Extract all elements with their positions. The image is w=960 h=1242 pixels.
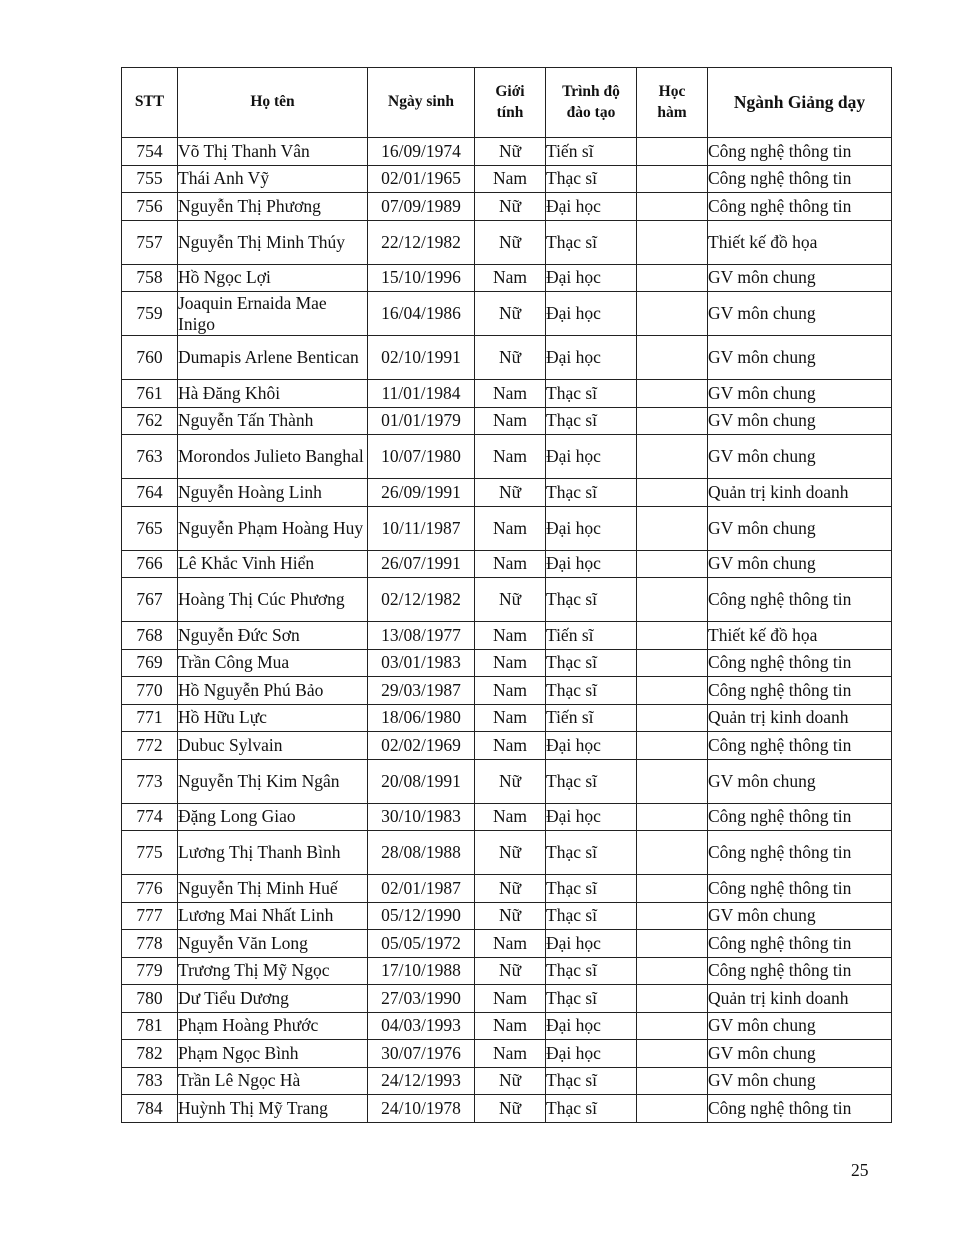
cell-gender: Nam bbox=[475, 506, 546, 550]
cell-academic-title bbox=[637, 336, 708, 380]
cell-major: Công nghệ thông tin bbox=[708, 803, 892, 831]
cell-gender: Nữ bbox=[475, 902, 546, 930]
cell-name: Nguyễn Thị Minh Thúy bbox=[178, 220, 368, 264]
cell-gender: Nam bbox=[475, 930, 546, 958]
cell-stt: 774 bbox=[122, 803, 178, 831]
cell-degree: Đại học bbox=[546, 193, 637, 221]
cell-name: Hồ Ngọc Lợi bbox=[178, 264, 368, 292]
cell-major: GV môn chung bbox=[708, 550, 892, 578]
cell-gender: Nam bbox=[475, 1012, 546, 1040]
cell-dob: 03/01/1983 bbox=[368, 649, 475, 677]
cell-gender: Nam bbox=[475, 704, 546, 732]
table-row bbox=[122, 704, 892, 732]
cell-dob: 24/12/1993 bbox=[368, 1067, 475, 1095]
cell-major: GV môn chung bbox=[708, 759, 892, 803]
cell-academic-title bbox=[637, 138, 708, 166]
cell-name: Trương Thị Mỹ Ngọc bbox=[178, 957, 368, 985]
cell-academic-title bbox=[637, 479, 708, 507]
cell-academic-title bbox=[637, 831, 708, 875]
cell-degree: Thạc sĩ bbox=[546, 831, 637, 875]
cell-degree: Đại học bbox=[546, 264, 637, 292]
cell-gender: Nam bbox=[475, 677, 546, 705]
cell-dob: 05/12/1990 bbox=[368, 902, 475, 930]
cell-academic-title bbox=[637, 985, 708, 1013]
cell-academic-title bbox=[637, 407, 708, 435]
cell-major: Công nghệ thông tin bbox=[708, 875, 892, 903]
cell-dob: 02/01/1965 bbox=[368, 165, 475, 193]
cell-stt: 755 bbox=[122, 165, 178, 193]
cell-academic-title bbox=[637, 677, 708, 705]
header-stt-label: STT bbox=[134, 93, 165, 111]
cell-dob: 10/07/1980 bbox=[368, 435, 475, 479]
cell-academic-title bbox=[637, 1095, 708, 1123]
cell-academic-title bbox=[637, 1067, 708, 1095]
table-row bbox=[122, 985, 892, 1013]
cell-academic-title bbox=[637, 292, 708, 336]
cell-dob: 29/03/1987 bbox=[368, 677, 475, 705]
cell-degree: Thạc sĩ bbox=[546, 985, 637, 1013]
header-academic-title bbox=[637, 68, 708, 138]
cell-degree: Thạc sĩ bbox=[546, 649, 637, 677]
cell-stt: 761 bbox=[122, 380, 178, 408]
cell-name: Dư Tiểu Dương bbox=[178, 985, 368, 1013]
cell-academic-title bbox=[637, 902, 708, 930]
table-row bbox=[122, 380, 892, 408]
cell-major: Công nghệ thông tin bbox=[708, 831, 892, 875]
cell-dob: 02/02/1969 bbox=[368, 732, 475, 760]
table-row bbox=[122, 165, 892, 193]
cell-degree: Tiến sĩ bbox=[546, 138, 637, 166]
cell-stt: 756 bbox=[122, 193, 178, 221]
cell-degree: Thạc sĩ bbox=[546, 902, 637, 930]
cell-dob: 17/10/1988 bbox=[368, 957, 475, 985]
cell-academic-title bbox=[637, 193, 708, 221]
cell-stt: 775 bbox=[122, 831, 178, 875]
cell-stt: 772 bbox=[122, 732, 178, 760]
cell-stt: 754 bbox=[122, 138, 178, 166]
cell-name: Phạm Hoàng Phước bbox=[178, 1012, 368, 1040]
cell-name: Nguyễn Thị Phương bbox=[178, 193, 368, 221]
cell-degree: Thạc sĩ bbox=[546, 220, 637, 264]
cell-stt: 783 bbox=[122, 1067, 178, 1095]
table-row bbox=[122, 193, 892, 221]
cell-name: Thái Anh Vỹ bbox=[178, 165, 368, 193]
header-row bbox=[122, 68, 892, 138]
cell-major: GV môn chung bbox=[708, 407, 892, 435]
table-row bbox=[122, 220, 892, 264]
table-row bbox=[122, 902, 892, 930]
cell-stt: 784 bbox=[122, 1095, 178, 1123]
table-row bbox=[122, 930, 892, 958]
cell-dob: 02/10/1991 bbox=[368, 336, 475, 380]
cell-name: Dumapis Arlene Bentican bbox=[178, 336, 368, 380]
cell-name: Nguyễn Đức Sơn bbox=[178, 622, 368, 650]
cell-academic-title bbox=[637, 649, 708, 677]
cell-dob: 15/10/1996 bbox=[368, 264, 475, 292]
cell-gender: Nữ bbox=[475, 759, 546, 803]
cell-name: Lê Khắc Vinh Hiển bbox=[178, 550, 368, 578]
cell-gender: Nữ bbox=[475, 479, 546, 507]
header-title-line2: hàm bbox=[657, 103, 687, 121]
cell-academic-title bbox=[637, 435, 708, 479]
cell-degree: Thạc sĩ bbox=[546, 407, 637, 435]
cell-dob: 22/12/1982 bbox=[368, 220, 475, 264]
cell-name: Hà Đăng Khôi bbox=[178, 380, 368, 408]
header-degree-line2: đào tạo bbox=[566, 103, 616, 121]
cell-gender: Nam bbox=[475, 435, 546, 479]
cell-academic-title bbox=[637, 1040, 708, 1068]
header-name-label: Họ tên bbox=[250, 93, 295, 111]
cell-dob: 02/12/1982 bbox=[368, 578, 475, 622]
cell-academic-title bbox=[637, 578, 708, 622]
cell-academic-title bbox=[637, 220, 708, 264]
cell-name: Huỳnh Thị Mỹ Trang bbox=[178, 1095, 368, 1123]
cell-dob: 26/07/1991 bbox=[368, 550, 475, 578]
cell-dob: 24/10/1978 bbox=[368, 1095, 475, 1123]
table-row bbox=[122, 1095, 892, 1123]
cell-degree: Đại học bbox=[546, 1012, 637, 1040]
cell-dob: 07/09/1989 bbox=[368, 193, 475, 221]
cell-gender: Nữ bbox=[475, 875, 546, 903]
table-body bbox=[122, 138, 892, 1123]
cell-gender: Nữ bbox=[475, 1067, 546, 1095]
cell-dob: 16/09/1974 bbox=[368, 138, 475, 166]
cell-stt: 771 bbox=[122, 704, 178, 732]
cell-degree: Đại học bbox=[546, 1040, 637, 1068]
cell-stt: 764 bbox=[122, 479, 178, 507]
cell-stt: 776 bbox=[122, 875, 178, 903]
cell-major: Thiết kế đồ họa bbox=[708, 220, 892, 264]
cell-dob: 10/11/1987 bbox=[368, 506, 475, 550]
cell-major: GV môn chung bbox=[708, 336, 892, 380]
cell-major: Công nghệ thông tin bbox=[708, 1095, 892, 1123]
cell-dob: 13/08/1977 bbox=[368, 622, 475, 650]
table-row bbox=[122, 622, 892, 650]
cell-name: Hoàng Thị Cúc Phương bbox=[178, 578, 368, 622]
cell-major: Quản trị kinh doanh bbox=[708, 479, 892, 507]
cell-gender: Nữ bbox=[475, 292, 546, 336]
cell-dob: 30/07/1976 bbox=[368, 1040, 475, 1068]
cell-academic-title bbox=[637, 550, 708, 578]
cell-degree: Đại học bbox=[546, 336, 637, 380]
header-gender-line2: tính bbox=[496, 103, 524, 121]
cell-academic-title bbox=[637, 704, 708, 732]
header-major-label: Ngành Giảng dạy bbox=[733, 92, 866, 113]
cell-degree: Đại học bbox=[546, 930, 637, 958]
table-row bbox=[122, 1012, 892, 1040]
cell-major: Công nghệ thông tin bbox=[708, 957, 892, 985]
cell-stt: 773 bbox=[122, 759, 178, 803]
cell-degree: Đại học bbox=[546, 506, 637, 550]
cell-degree: Thạc sĩ bbox=[546, 677, 637, 705]
cell-gender: Nam bbox=[475, 622, 546, 650]
cell-name: Phạm Ngọc Bình bbox=[178, 1040, 368, 1068]
table-row bbox=[122, 677, 892, 705]
header-dob bbox=[368, 68, 475, 138]
cell-gender: Nữ bbox=[475, 831, 546, 875]
cell-name: Lương Thị Thanh Bình bbox=[178, 831, 368, 875]
cell-name: Dubuc Sylvain bbox=[178, 732, 368, 760]
cell-name: Nguyễn Thị Kim Ngân bbox=[178, 759, 368, 803]
cell-academic-title bbox=[637, 622, 708, 650]
cell-name: Nguyễn Hoàng Linh bbox=[178, 479, 368, 507]
cell-dob: 05/05/1972 bbox=[368, 930, 475, 958]
cell-stt: 757 bbox=[122, 220, 178, 264]
table-header bbox=[122, 68, 892, 138]
cell-degree: Thạc sĩ bbox=[546, 759, 637, 803]
cell-gender: Nam bbox=[475, 803, 546, 831]
cell-name: Võ Thị Thanh Vân bbox=[178, 138, 368, 166]
cell-dob: 26/09/1991 bbox=[368, 479, 475, 507]
cell-degree: Thạc sĩ bbox=[546, 479, 637, 507]
cell-stt: 767 bbox=[122, 578, 178, 622]
cell-degree: Thạc sĩ bbox=[546, 1095, 637, 1123]
cell-degree: Đại học bbox=[546, 803, 637, 831]
cell-major: GV môn chung bbox=[708, 264, 892, 292]
cell-gender: Nam bbox=[475, 1040, 546, 1068]
cell-degree: Tiến sĩ bbox=[546, 622, 637, 650]
cell-major: GV môn chung bbox=[708, 1012, 892, 1040]
table-row bbox=[122, 803, 892, 831]
cell-name: Morondos Julieto Banghal bbox=[178, 435, 368, 479]
cell-name: Trần Lê Ngọc Hà bbox=[178, 1067, 368, 1095]
cell-stt: 768 bbox=[122, 622, 178, 650]
cell-academic-title bbox=[637, 930, 708, 958]
cell-name: Trần Công Mua bbox=[178, 649, 368, 677]
table-row bbox=[122, 1040, 892, 1068]
table-row bbox=[122, 759, 892, 803]
cell-major: GV môn chung bbox=[708, 1067, 892, 1095]
cell-stt: 758 bbox=[122, 264, 178, 292]
cell-academic-title bbox=[637, 732, 708, 760]
cell-major: Công nghệ thông tin bbox=[708, 677, 892, 705]
table-row bbox=[122, 479, 892, 507]
table-row bbox=[122, 550, 892, 578]
table-row bbox=[122, 407, 892, 435]
header-name bbox=[178, 68, 368, 138]
cell-gender: Nam bbox=[475, 165, 546, 193]
cell-dob: 20/08/1991 bbox=[368, 759, 475, 803]
table-row bbox=[122, 336, 892, 380]
cell-major: Công nghệ thông tin bbox=[708, 165, 892, 193]
table-row bbox=[122, 264, 892, 292]
table-row bbox=[122, 578, 892, 622]
cell-stt: 769 bbox=[122, 649, 178, 677]
cell-major: GV môn chung bbox=[708, 435, 892, 479]
cell-name: Lương Mai Nhất Linh bbox=[178, 902, 368, 930]
cell-major: Công nghệ thông tin bbox=[708, 578, 892, 622]
table-row bbox=[122, 831, 892, 875]
staff-table bbox=[121, 67, 892, 1123]
table-row bbox=[122, 732, 892, 760]
cell-gender: Nữ bbox=[475, 220, 546, 264]
cell-academic-title bbox=[637, 506, 708, 550]
cell-name: Joaquin Ernaida Mae Inigo bbox=[178, 292, 368, 336]
cell-gender: Nam bbox=[475, 407, 546, 435]
cell-dob: 01/01/1979 bbox=[368, 407, 475, 435]
cell-stt: 766 bbox=[122, 550, 178, 578]
cell-stt: 762 bbox=[122, 407, 178, 435]
header-stt bbox=[122, 68, 178, 138]
cell-major: Công nghệ thông tin bbox=[708, 138, 892, 166]
cell-gender: Nam bbox=[475, 732, 546, 760]
cell-academic-title bbox=[637, 380, 708, 408]
cell-major: Công nghệ thông tin bbox=[708, 193, 892, 221]
cell-major: GV môn chung bbox=[708, 292, 892, 336]
cell-major: Quản trị kinh doanh bbox=[708, 985, 892, 1013]
header-degree-line1: Trình độ bbox=[562, 83, 620, 101]
cell-major: GV môn chung bbox=[708, 902, 892, 930]
cell-stt: 759 bbox=[122, 292, 178, 336]
cell-degree: Thạc sĩ bbox=[546, 578, 637, 622]
cell-academic-title bbox=[637, 264, 708, 292]
cell-stt: 780 bbox=[122, 985, 178, 1013]
cell-academic-title bbox=[637, 957, 708, 985]
cell-academic-title bbox=[637, 1012, 708, 1040]
cell-stt: 760 bbox=[122, 336, 178, 380]
header-major bbox=[708, 68, 892, 138]
cell-academic-title bbox=[637, 759, 708, 803]
cell-dob: 30/10/1983 bbox=[368, 803, 475, 831]
cell-name: Nguyễn Tấn Thành bbox=[178, 407, 368, 435]
cell-major: Công nghệ thông tin bbox=[708, 649, 892, 677]
cell-gender: Nam bbox=[475, 649, 546, 677]
cell-gender: Nam bbox=[475, 985, 546, 1013]
cell-dob: 18/06/1980 bbox=[368, 704, 475, 732]
cell-gender: Nam bbox=[475, 380, 546, 408]
cell-stt: 778 bbox=[122, 930, 178, 958]
header-degree bbox=[546, 68, 637, 138]
cell-stt: 770 bbox=[122, 677, 178, 705]
cell-name: Đặng Long Giao bbox=[178, 803, 368, 831]
cell-degree: Đại học bbox=[546, 732, 637, 760]
cell-major: Thiết kế đồ họa bbox=[708, 622, 892, 650]
table-row bbox=[122, 875, 892, 903]
cell-degree: Thạc sĩ bbox=[546, 380, 637, 408]
cell-stt: 763 bbox=[122, 435, 178, 479]
cell-major: GV môn chung bbox=[708, 506, 892, 550]
cell-dob: 16/04/1986 bbox=[368, 292, 475, 336]
page-number: 25 bbox=[851, 1160, 869, 1180]
table-row bbox=[122, 1067, 892, 1095]
cell-degree: Thạc sĩ bbox=[546, 165, 637, 193]
cell-stt: 782 bbox=[122, 1040, 178, 1068]
cell-gender: Nữ bbox=[475, 578, 546, 622]
cell-academic-title bbox=[637, 165, 708, 193]
table-row bbox=[122, 292, 892, 336]
cell-major: GV môn chung bbox=[708, 380, 892, 408]
cell-degree: Đại học bbox=[546, 550, 637, 578]
cell-degree: Thạc sĩ bbox=[546, 957, 637, 985]
cell-dob: 02/01/1987 bbox=[368, 875, 475, 903]
cell-degree: Thạc sĩ bbox=[546, 1067, 637, 1095]
cell-degree: Đại học bbox=[546, 435, 637, 479]
table-row bbox=[122, 649, 892, 677]
cell-dob: 27/03/1990 bbox=[368, 985, 475, 1013]
cell-major: GV môn chung bbox=[708, 1040, 892, 1068]
cell-gender: Nữ bbox=[475, 336, 546, 380]
cell-dob: 04/03/1993 bbox=[368, 1012, 475, 1040]
cell-gender: Nữ bbox=[475, 1095, 546, 1123]
cell-stt: 781 bbox=[122, 1012, 178, 1040]
cell-stt: 779 bbox=[122, 957, 178, 985]
table-row bbox=[122, 138, 892, 166]
cell-gender: Nam bbox=[475, 264, 546, 292]
cell-major: Công nghệ thông tin bbox=[708, 732, 892, 760]
cell-major: Công nghệ thông tin bbox=[708, 930, 892, 958]
cell-gender: Nữ bbox=[475, 138, 546, 166]
cell-gender: Nam bbox=[475, 550, 546, 578]
cell-name: Nguyễn Văn Long bbox=[178, 930, 368, 958]
cell-academic-title bbox=[637, 875, 708, 903]
cell-stt: 765 bbox=[122, 506, 178, 550]
table-row bbox=[122, 435, 892, 479]
header-title-line1: Học bbox=[658, 83, 686, 101]
table-row bbox=[122, 506, 892, 550]
cell-dob: 11/01/1984 bbox=[368, 380, 475, 408]
cell-degree: Thạc sĩ bbox=[546, 875, 637, 903]
cell-academic-title bbox=[637, 803, 708, 831]
cell-major: Quản trị kinh doanh bbox=[708, 704, 892, 732]
cell-dob: 28/08/1988 bbox=[368, 831, 475, 875]
cell-name: Hồ Hữu Lực bbox=[178, 704, 368, 732]
header-gender-line1: Giới bbox=[495, 83, 525, 101]
cell-degree: Đại học bbox=[546, 292, 637, 336]
cell-name: Nguyễn Thị Minh Huế bbox=[178, 875, 368, 903]
cell-stt: 777 bbox=[122, 902, 178, 930]
header-dob-label: Ngày sinh bbox=[388, 93, 454, 111]
cell-name: Hồ Nguyễn Phú Bảo bbox=[178, 677, 368, 705]
cell-gender: Nữ bbox=[475, 957, 546, 985]
cell-degree: Tiến sĩ bbox=[546, 704, 637, 732]
header-gender bbox=[475, 68, 546, 138]
cell-name: Nguyễn Phạm Hoàng Huy bbox=[178, 506, 368, 550]
table-row bbox=[122, 957, 892, 985]
cell-gender: Nữ bbox=[475, 193, 546, 221]
